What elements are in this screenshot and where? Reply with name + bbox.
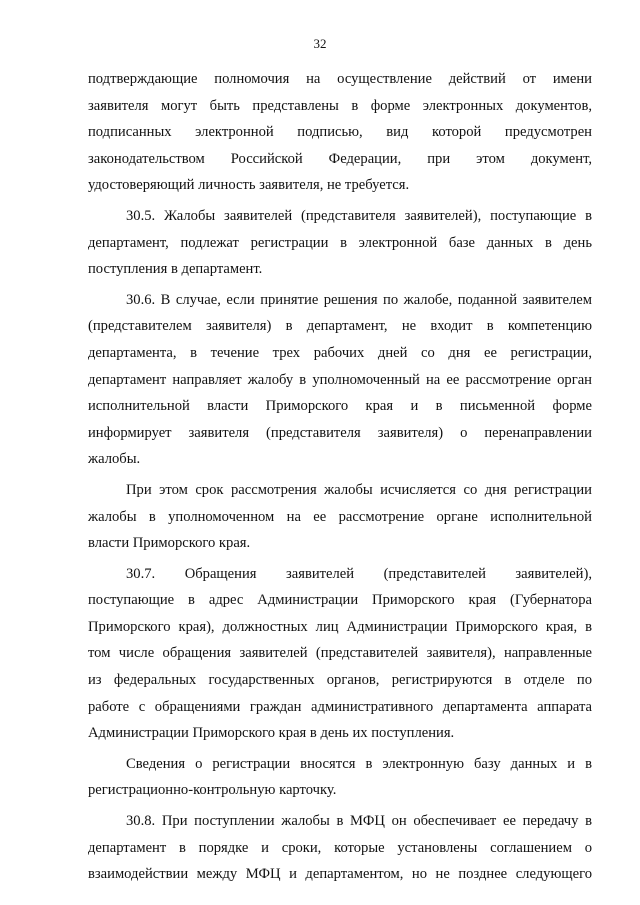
text-line: из федеральных государственных органов, регистрируются в отделе по — [88, 672, 592, 689]
paragraph-credentials — [88, 66, 592, 199]
document-body — [88, 66, 592, 888]
text-line: 30.6. В случае, если принятие решения по жалобе, поданной заявителем — [126, 291, 592, 308]
paragraph-30-7 — [88, 561, 592, 747]
text-line: том числе обращения заявителей (представителей заявителя), направленные — [88, 645, 592, 662]
text-line: При этом срок рассмотрения жалобы исчисляется со дня регистрации — [126, 481, 592, 498]
text-line: взаимодействии между МФЦ и департаментом, но не позднее следующего — [88, 866, 592, 883]
text-line: информирует заявителя (представителя заявителя) о перенаправлении — [88, 424, 592, 441]
text-line: исполнительной власти Приморского края и в письменной форме — [88, 398, 592, 415]
text-line: подтверждающие полномочия на осуществление действий от имени — [88, 71, 592, 87]
text-line: поступающие в адрес Администрации Приморского края (Губернатора — [88, 592, 592, 609]
text-line: Сведения о регистрации вносятся в электронную базу данных и в — [126, 755, 592, 772]
text-line: (представителем заявителя) в департамент, не входит в компетенцию — [88, 318, 592, 335]
text-line: жалобы. — [88, 451, 141, 468]
paragraph-deadline — [88, 477, 592, 557]
text-line: подписанных электронной подписью, вид которой предусмотрен — [88, 124, 592, 141]
text-line: работе с обращениями граждан административного департамента аппарата — [88, 698, 592, 715]
text-line: департамент, подлежат регистрации в электронной базе данных в день — [88, 234, 592, 251]
paragraph-30-8 — [88, 808, 592, 888]
text-line: законодательством Российской Федерации, при этом документ, — [88, 150, 592, 167]
text-line: поступления в департамент. — [88, 261, 263, 278]
text-line: 30.7. Обращения заявителей (представителей заявителей), — [126, 565, 592, 582]
text-line: Приморского края), должностных лиц Администрации Приморского края, в — [88, 618, 592, 635]
paragraph-registration-info — [88, 751, 592, 804]
text-line: жалобы в уполномоченном на ее рассмотрение органе исполнительной — [88, 508, 592, 525]
text-line: 30.8. При поступлении жалобы в МФЦ он обеспечивает ее передачу в — [126, 813, 592, 830]
text-line: департамента, в течение трех рабочих дней со дня ее регистрации, — [88, 344, 592, 361]
text-line: регистрационно-контрольную карточку. — [88, 782, 337, 799]
text-line: департамент направляет жалобу в уполномоченный на ее рассмотрение орган — [88, 371, 592, 388]
text-line: 30.5. Жалобы заявителей (представителя заявителей), поступающие в — [126, 207, 592, 224]
text-line: власти Приморского края. — [88, 535, 251, 552]
text-line: удостоверяющий личность заявителя, не требуется. — [88, 177, 410, 194]
text-line: Администрации Приморского края в день их поступления. — [88, 725, 455, 742]
text-line: департамент в порядке и сроки, которые установлены соглашением о — [88, 839, 592, 856]
paragraph-30-6 — [88, 287, 592, 473]
page-number: 32 — [313, 36, 327, 51]
paragraph-30-5 — [88, 203, 592, 283]
text-line: заявителя могут быть представлены в форме электронных документов, — [88, 97, 592, 114]
